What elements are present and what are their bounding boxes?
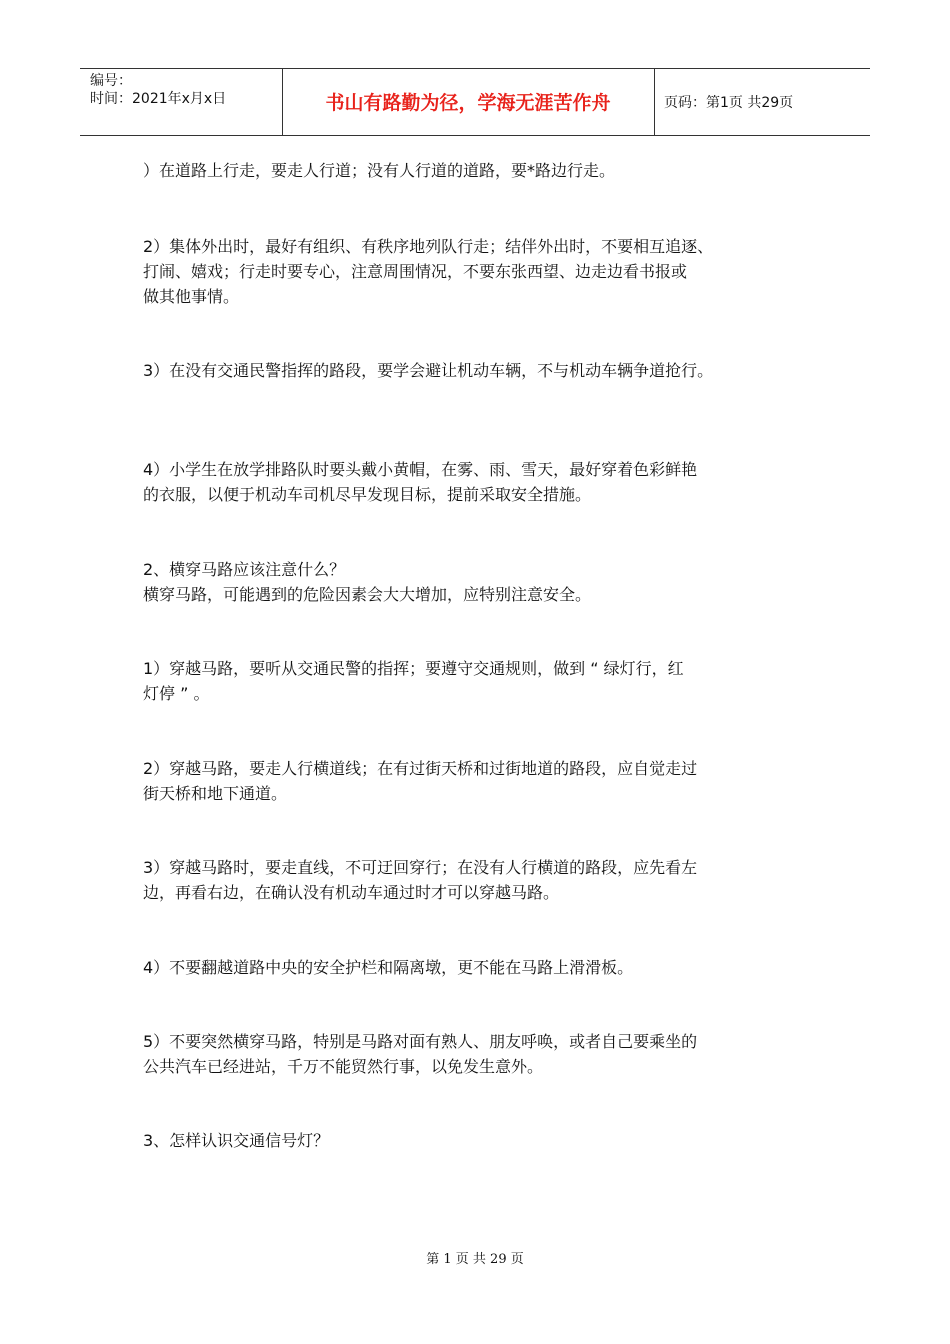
time-label: 时间：2021年x月x日	[90, 91, 227, 107]
text-line: 打闹、嬉戏；行走时要专心，注意周围情况，不要东张西望、边走边看书报或	[143, 262, 688, 281]
text-line: 3）在没有交通民警指挥的路段，要学会避让机动车辆，不与机动车辆争道抢行。	[143, 361, 714, 380]
section-3	[143, 1128, 823, 1153]
header-left-block	[90, 72, 226, 108]
text-line: 2）集体外出时，最好有组织、有秩序地列队行走；结伴外出时，不要相互追逐、	[143, 237, 714, 256]
text-line: 公共汽车已经进站，千万不能贸然行事，以免发生意外。	[143, 1057, 544, 1076]
paragraph-2	[143, 234, 823, 309]
code-label: 编号：	[90, 73, 132, 89]
text-line: 灯停 ” 。	[143, 684, 210, 703]
paragraph-5	[143, 656, 823, 706]
text-line: ）在道路上行走，要走人行道；没有人行道的道路，要*路边行走。	[143, 161, 616, 180]
text-line: 5）不要突然横穿马路，特别是马路对面有熟人、朋友呼唤，或者自己要乘坐的	[143, 1032, 698, 1051]
header-bottom-rule	[80, 135, 870, 136]
section-title: 3、怎样认识交通信号灯？	[143, 1131, 330, 1150]
paragraph-4	[143, 457, 823, 507]
header-separator-right	[654, 68, 655, 135]
text-line: 的衣服，以便于机动车司机尽早发现目标，提前采取安全措施。	[143, 485, 592, 504]
header-motto: 书山有路勤为径，学海无涯苦作舟	[325, 92, 611, 114]
section-2	[143, 557, 823, 607]
paragraph-6	[143, 756, 823, 806]
paragraph-1	[143, 158, 823, 183]
text-line: 1）穿越马路，要听从交通民警的指挥；要遵守交通规则，做到 “ 绿灯行，红	[143, 659, 684, 678]
text-line: 做其他事情。	[143, 287, 240, 306]
text-line: 横穿马路，可能遇到的危险因素会大大增加，应特别注意安全。	[143, 585, 592, 604]
text-line: 4）小学生在放学排路队时要头戴小黄帽，在雾、雨、雪天，最好穿着色彩鲜艳	[143, 460, 698, 479]
text-line: 2）穿越马路，要走人行横道线；在有过街天桥和过街地道的路段，应自觉走过	[143, 759, 698, 778]
section-title: 2、横穿马路应该注意什么？	[143, 560, 346, 579]
text-line: 边，再看右边，在确认没有机动车通过时才可以穿越马路。	[143, 883, 560, 902]
text-line: 3）穿越马路时，要走直线，不可迂回穿行；在没有人行横道的路段，应先看左	[143, 858, 698, 877]
paragraph-3	[143, 358, 823, 383]
paragraph-9	[143, 1029, 823, 1079]
header-page-info: 页码：第1页 共29页	[664, 94, 794, 111]
paragraph-7	[143, 855, 823, 905]
paragraph-8	[143, 955, 823, 980]
text-line: 4）不要翻越道路中央的安全护栏和隔离墩，更不能在马路上滑滑板。	[143, 958, 634, 977]
text-line: 街天桥和地下通道。	[143, 784, 288, 803]
page-footer: 第 1 页 共 29 页	[426, 1252, 524, 1267]
